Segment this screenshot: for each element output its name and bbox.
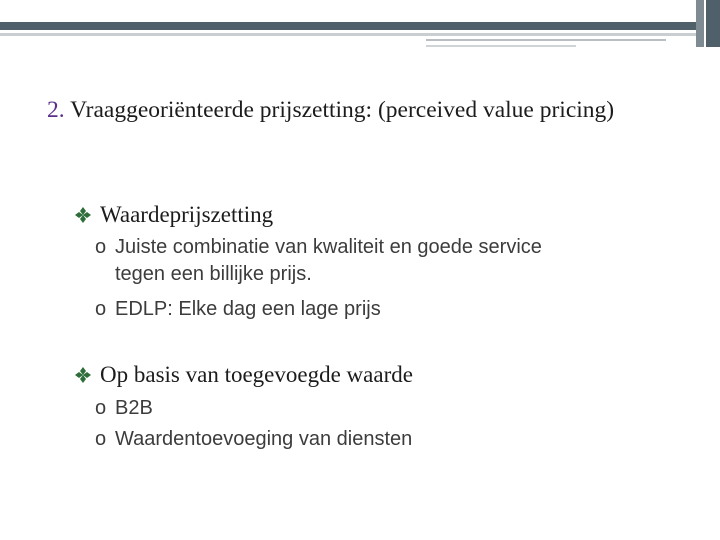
list-marker: o	[95, 298, 107, 320]
list-item-text: EDLP: Elke dag een lage prijs	[115, 298, 381, 320]
header-band-main	[0, 22, 696, 30]
header-rule-2	[426, 39, 666, 41]
header-band-accent-light	[696, 0, 704, 47]
list-item-text: B2B	[115, 397, 153, 419]
list-item	[95, 426, 655, 453]
diamond-quad-icon	[74, 366, 92, 384]
section-heading-text: Waardeprijszetting	[100, 202, 274, 227]
list-item	[95, 296, 655, 323]
header-rule-1	[0, 33, 696, 36]
list-item-text: Juiste combinatie van kwaliteit en goede service	[115, 236, 542, 258]
list-marker: o	[95, 397, 107, 419]
title-number: 2.	[47, 97, 65, 123]
title-text: Vraaggeoriënteerde prijszetting: (perceived value pricing)	[64, 97, 615, 123]
section-heading-waardeprijszetting	[74, 200, 273, 230]
list-marker: o	[95, 236, 107, 258]
section-heading-text: Op basis van toegevoegde waarde	[100, 362, 413, 387]
list-item-text-continued: tegen een billijke prijs.	[115, 263, 312, 285]
header-band-accent-dark	[706, 0, 720, 47]
header-rule-3	[426, 45, 576, 47]
list-item-text: Waardentoevoeging van diensten	[115, 428, 413, 450]
slide-title	[47, 93, 687, 127]
list-item	[95, 395, 655, 422]
diamond-quad-icon	[74, 206, 92, 224]
list-item	[95, 234, 655, 288]
section-heading-toegevoegde-waarde	[74, 360, 413, 390]
list-marker: o	[95, 428, 107, 450]
